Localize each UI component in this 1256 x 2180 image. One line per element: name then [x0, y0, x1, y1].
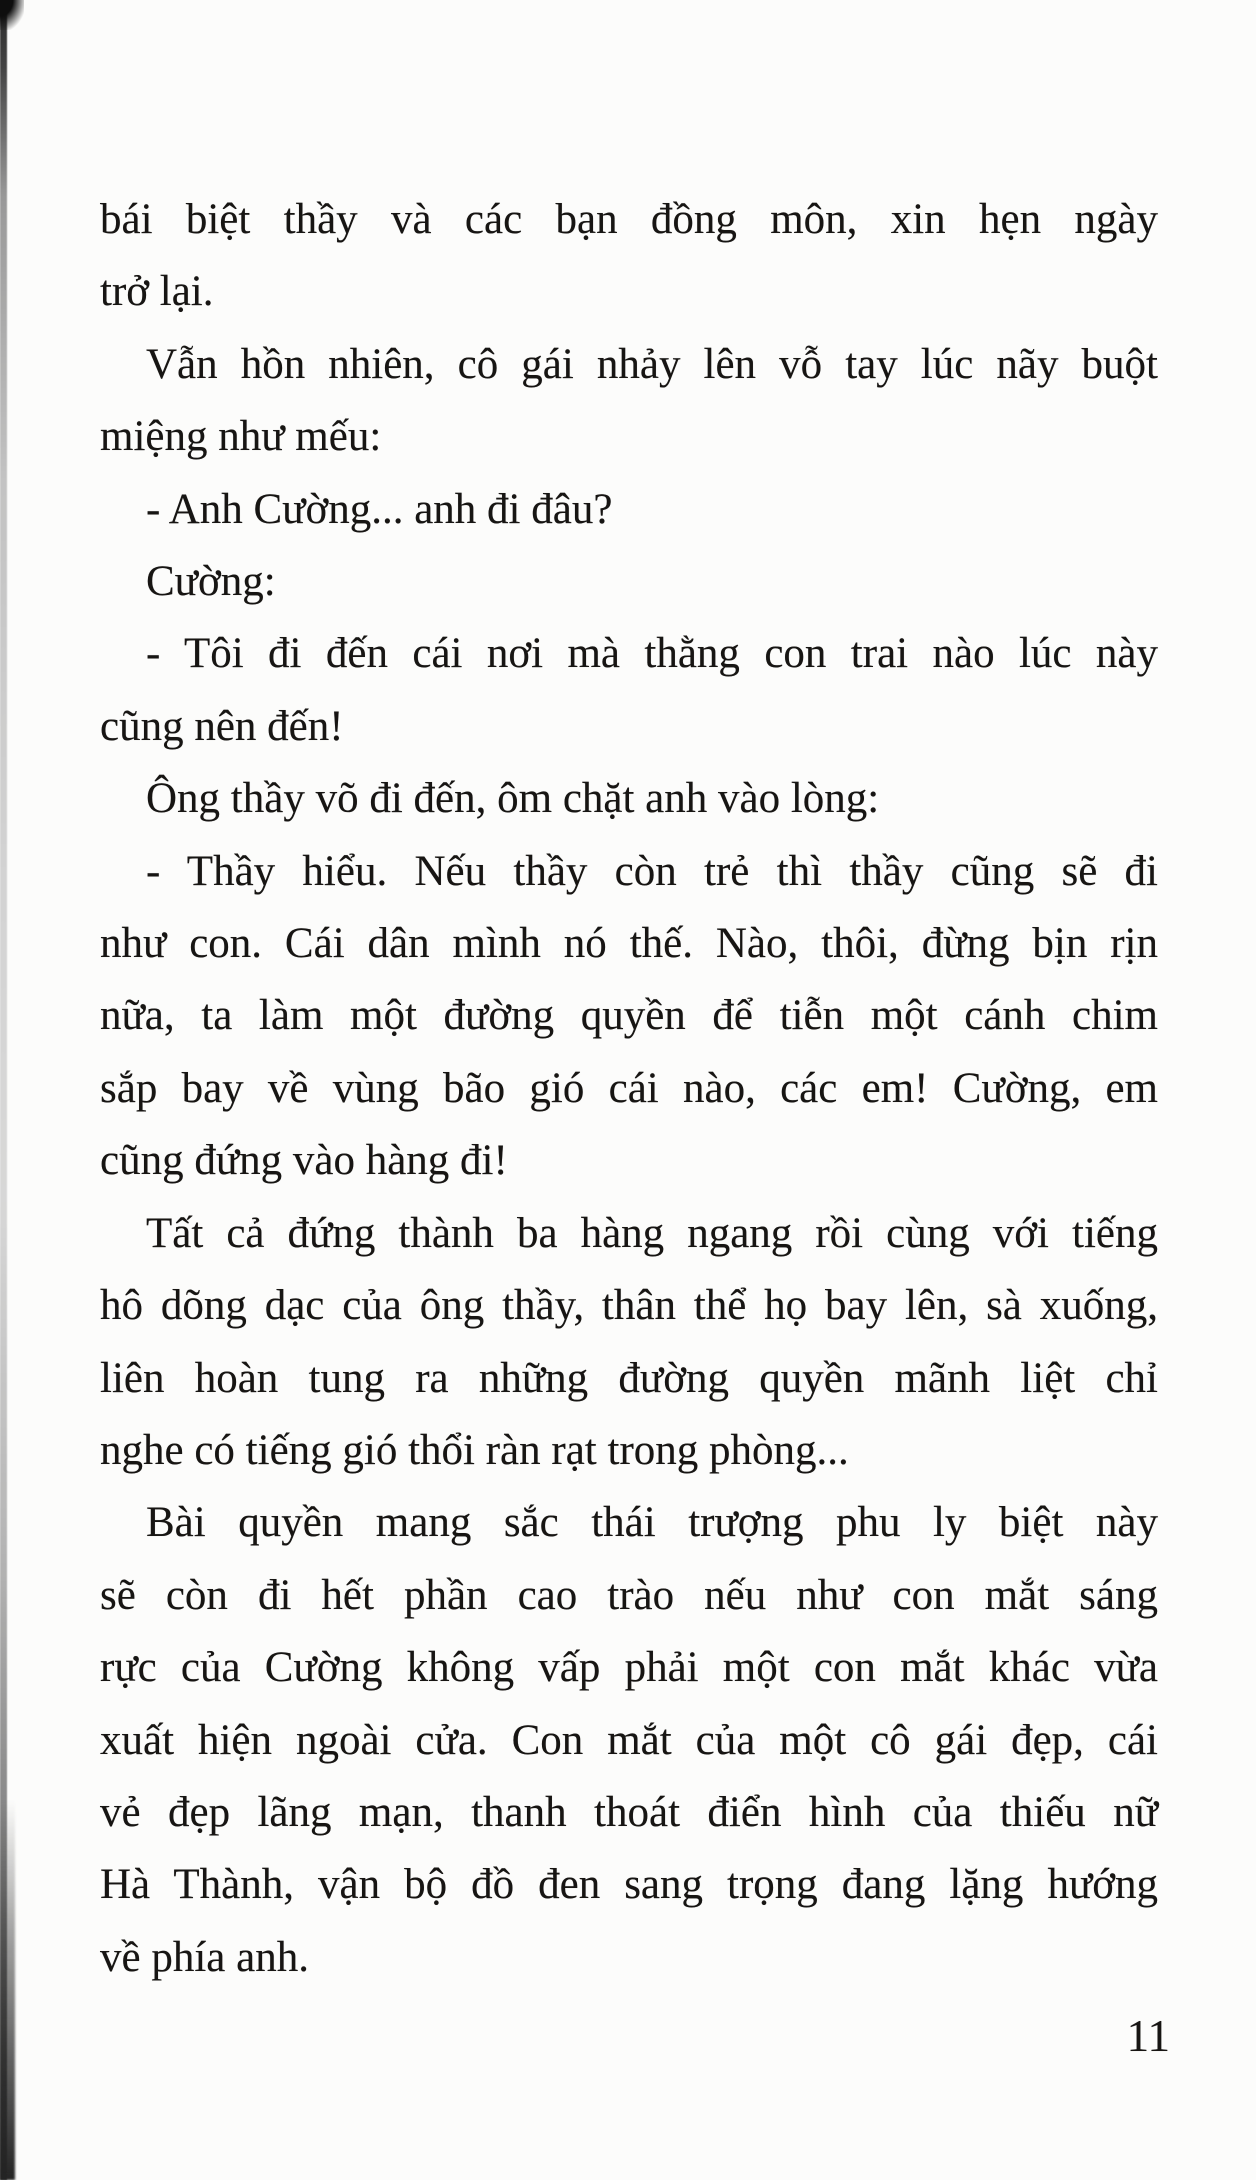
text-line: hô dõng dạc của ông thầy, thân thể họ bay lên, sà xuống,	[100, 1282, 1158, 1330]
paragraph	[100, 184, 1158, 329]
paragraph	[100, 836, 1158, 1198]
paragraph	[100, 1487, 1158, 1994]
text-line: cũng đứng vào hàng đi!	[100, 1137, 508, 1185]
text-line: - Thầy hiểu. Nếu thầy còn trẻ thì thầy cũng sẽ đi	[146, 847, 1158, 895]
paragraph	[100, 618, 1158, 763]
text-line: trở lại.	[100, 268, 214, 316]
text-line: xuất hiện ngoài cửa. Con mắt của một cô gái đẹp, cái	[100, 1716, 1158, 1764]
text-line: vẻ đẹp lãng mạn, thanh thoát điển hình của thiếu nữ	[100, 1788, 1158, 1836]
text-line: cũng nên đến!	[100, 702, 344, 750]
paragraph	[100, 546, 1158, 618]
text-line: - Anh Cường... anh đi đâu?	[146, 485, 613, 533]
page-number: 11	[1126, 2011, 1170, 2061]
text-line: Ông thầy võ đi đến, ôm chặt anh vào lòng:	[146, 775, 880, 823]
text-line: miệng như mếu:	[100, 413, 382, 461]
text-line: - Tôi đi đến cái nơi mà thằng con trai nào lúc này	[146, 630, 1158, 678]
text-line: rực của Cường không vấp phải một con mắt khác vừa	[100, 1644, 1158, 1692]
text-line: Cường:	[146, 558, 276, 606]
text-line: nghe có tiếng gió thổi ràn rạt trong phòng...	[100, 1426, 849, 1474]
text-line: Bài quyền mang sắc thái trượng phu ly biệt này	[146, 1499, 1158, 1547]
text-line: liên hoàn tung ra những đường quyền mãnh liệt chỉ	[100, 1354, 1158, 1402]
paragraph	[100, 1198, 1158, 1488]
binding-shadow-top-corner	[0, 0, 24, 30]
text-line: về phía anh.	[100, 1933, 309, 1981]
paragraph	[100, 474, 1158, 546]
paragraph	[100, 329, 1158, 474]
text-line: Hà Thành, vận bộ đồ đen sang trọng đang lặng hướng	[100, 1861, 1158, 1909]
text-line: sắp bay về vùng bão gió cái nào, các em! Cường, em	[100, 1064, 1158, 1112]
text-line: Tất cả đứng thành ba hàng ngang rồi cùng với tiếng	[146, 1209, 1158, 1257]
paragraph	[100, 763, 1158, 835]
text-line: như con. Cái dân mình nó thế. Nào, thôi, đừng bịn rịn	[100, 920, 1158, 968]
page-text	[100, 184, 1158, 1994]
text-line: Vẫn hồn nhiên, cô gái nhảy lên vỗ tay lúc nãy buột	[146, 340, 1158, 388]
text-line: nữa, ta làm một đường quyền để tiễn một cánh chim	[100, 992, 1158, 1040]
text-line: sẽ còn đi hết phần cao trào nếu như con mắt sáng	[100, 1571, 1158, 1619]
text-line: bái biệt thầy và các bạn đồng môn, xin hẹn ngày	[100, 196, 1158, 243]
binding-shadow-bottom	[0, 1800, 15, 2180]
